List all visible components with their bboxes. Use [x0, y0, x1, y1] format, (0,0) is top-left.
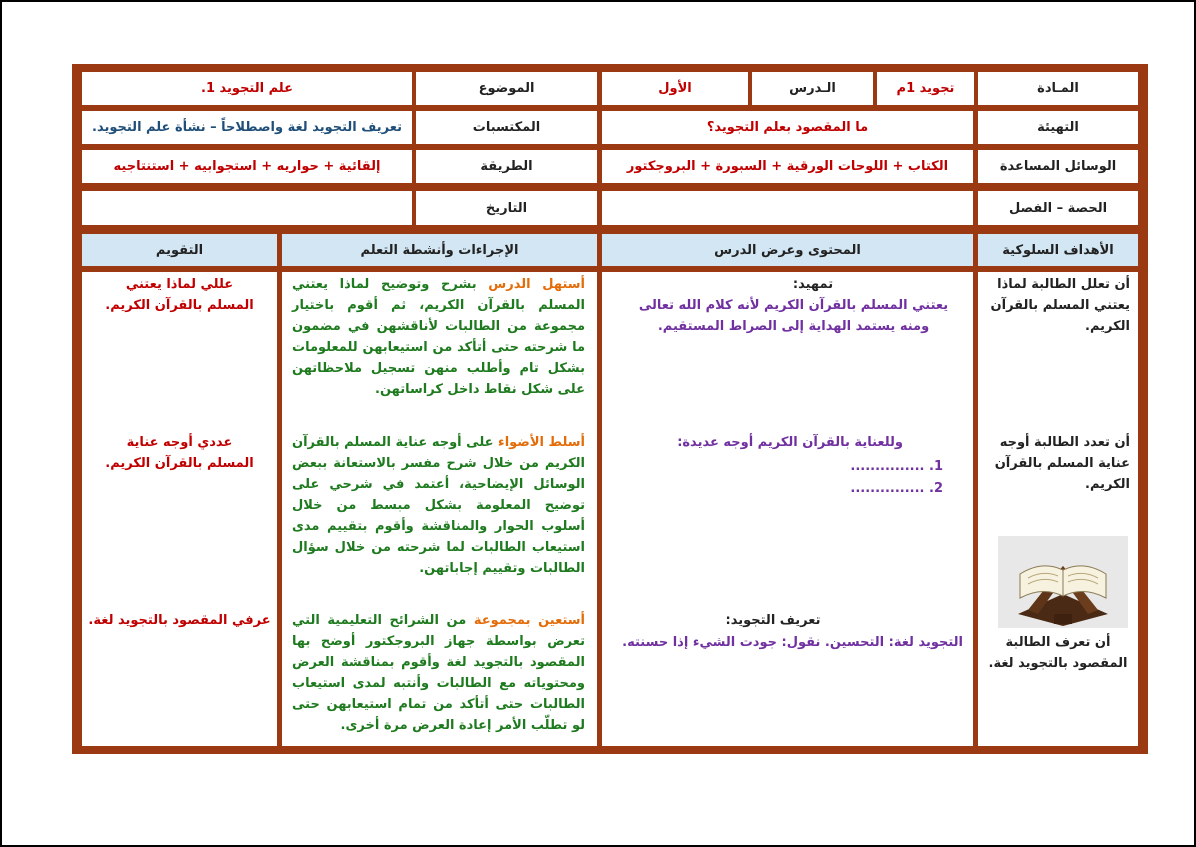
date-label: التاريخ [416, 191, 597, 225]
procedures-cell [282, 272, 597, 746]
care-title: وللعناية بالقرآن الكريم أوجه عديدة: [677, 435, 903, 450]
subject-label: المـادة [978, 72, 1138, 105]
aids-value: الكتاب + اللوحات الورقية + السبورة + البروجكتور [602, 150, 973, 183]
lesson-plan-table [72, 64, 1148, 754]
objectives-cell [978, 272, 1138, 746]
period-label: الحصة – الفصل [978, 191, 1138, 225]
evaluation-1: عللي لماذا يعتني المسلم بالقرآن الكريم. [105, 277, 254, 313]
col-objectives: الأهداف السلوكية [978, 234, 1138, 266]
procedure-1 [292, 274, 585, 400]
lesson-value: الأول [602, 72, 748, 105]
objective-2: أن تعدد الطالبة أوجه عناية المسلم بالقرآن الكريم. [994, 435, 1130, 492]
procedure-1-text: بشرح وتوضيح لماذا يعتني المسلم بالقرآن الكريم، ثم أقوم باختيار مجموعة من الطالبات لأناقشهن في مضمون ما شرحته حتى أتأكد من استيعابهن للمعلومات بشكل تام وأطلب منهن تسجيل ملاحظاتهن على شكل نقاط داخل كراساتهن. [292, 277, 585, 397]
aids-label: الوسائل المساعدة [978, 150, 1138, 183]
topic-label: الموضوع [416, 72, 597, 105]
acquired-label: المكتسبات [416, 111, 597, 144]
definition-text: التجويد لغة: التحسين. نقول: جودت الشيء إذا حسنته. [622, 635, 963, 650]
topic-value: علم التجويد 1. [82, 72, 412, 105]
care-item-1: 1. ............... [850, 459, 943, 474]
definition-title: تعريف التجويد: [725, 613, 821, 628]
evaluation-2: عددي أوجه عناية المسلم بالقرآن الكريم. [105, 435, 254, 471]
evaluation-3: عرفي المقصود بالتجويد لغة. [88, 613, 271, 628]
col-content: المحتوى وعرض الدرس [602, 234, 973, 266]
col-evaluation: التقويم [82, 234, 277, 266]
quran-on-stand-icon [998, 536, 1128, 628]
intro-title: تمهيد: [792, 277, 834, 292]
period-value [602, 191, 973, 225]
subject-value: تجويد 1م [877, 72, 974, 105]
procedure-3-lead: أستعين بمجموعة [473, 613, 585, 628]
objective-3: أن تعرف الطالبة المقصود بالتجويد لغة. [988, 635, 1128, 671]
col-procedures: الإجراءات وأنشطة التعلم [282, 234, 597, 266]
lesson-label: الـدرس [752, 72, 873, 105]
intro-label: التهيئة [978, 111, 1138, 144]
evaluation-cell [82, 272, 277, 746]
procedure-3 [292, 610, 585, 736]
acquired-value: تعريف التجويد لغة واصطلاحاً – نشأة علم التجويد. [82, 111, 412, 144]
procedure-2-text: على أوجه عناية المسلم بالقرآن الكريم من خلال شرح مفسر بالاستعانة ببعض الوسائل الإيضاحية، أعتمد في شرحي على توضيح المعلومة بشكل مبسط من خلال أسلوب الحوار والمناقشة وأقوم بتقييم مدى استيعاب الطالبات لما شرحته من خلال سؤال الطالبات وتقييم إجاباتهن. [292, 435, 585, 576]
date-value [82, 191, 412, 225]
intro-text: يعتني المسلم بالقرآن الكريم لأنه كلام الله تعالى ومنه يستمد الهداية إلى الصراط المستقيم. [638, 298, 949, 334]
care-item-2: 2. ............... [850, 481, 943, 496]
procedure-2 [292, 432, 585, 579]
procedure-2-lead: أسلط الأضواء [498, 435, 585, 450]
content-cell [602, 272, 973, 746]
method-label: الطريقة [416, 150, 597, 183]
method-value: إلقائية + حواريه + استجوابيه + استنتاجيه [82, 150, 412, 183]
intro-value: ما المقصود بعلم التجويد؟ [602, 111, 973, 144]
procedure-3-text: من الشرائح التعليمية التي تعرض بواسطة جهاز البروجكتور أوضح بها المقصود بالتجويد لغة وأقوم بمناقشة العرض ومحتوياته مع الطالبات وأنتبه لمدى استيعاب الطالبات حتى أتأكد من تمام استيعابهن حتى لو تطلّب الأمر إعادة العرض مرة أخرى. [292, 613, 585, 733]
page [2, 2, 1194, 845]
procedure-1-lead: أستهل الدرس [488, 277, 585, 292]
objective-1: أن تعلل الطالبة لماذا يعتني المسلم بالقرآن الكريم. [990, 277, 1130, 334]
